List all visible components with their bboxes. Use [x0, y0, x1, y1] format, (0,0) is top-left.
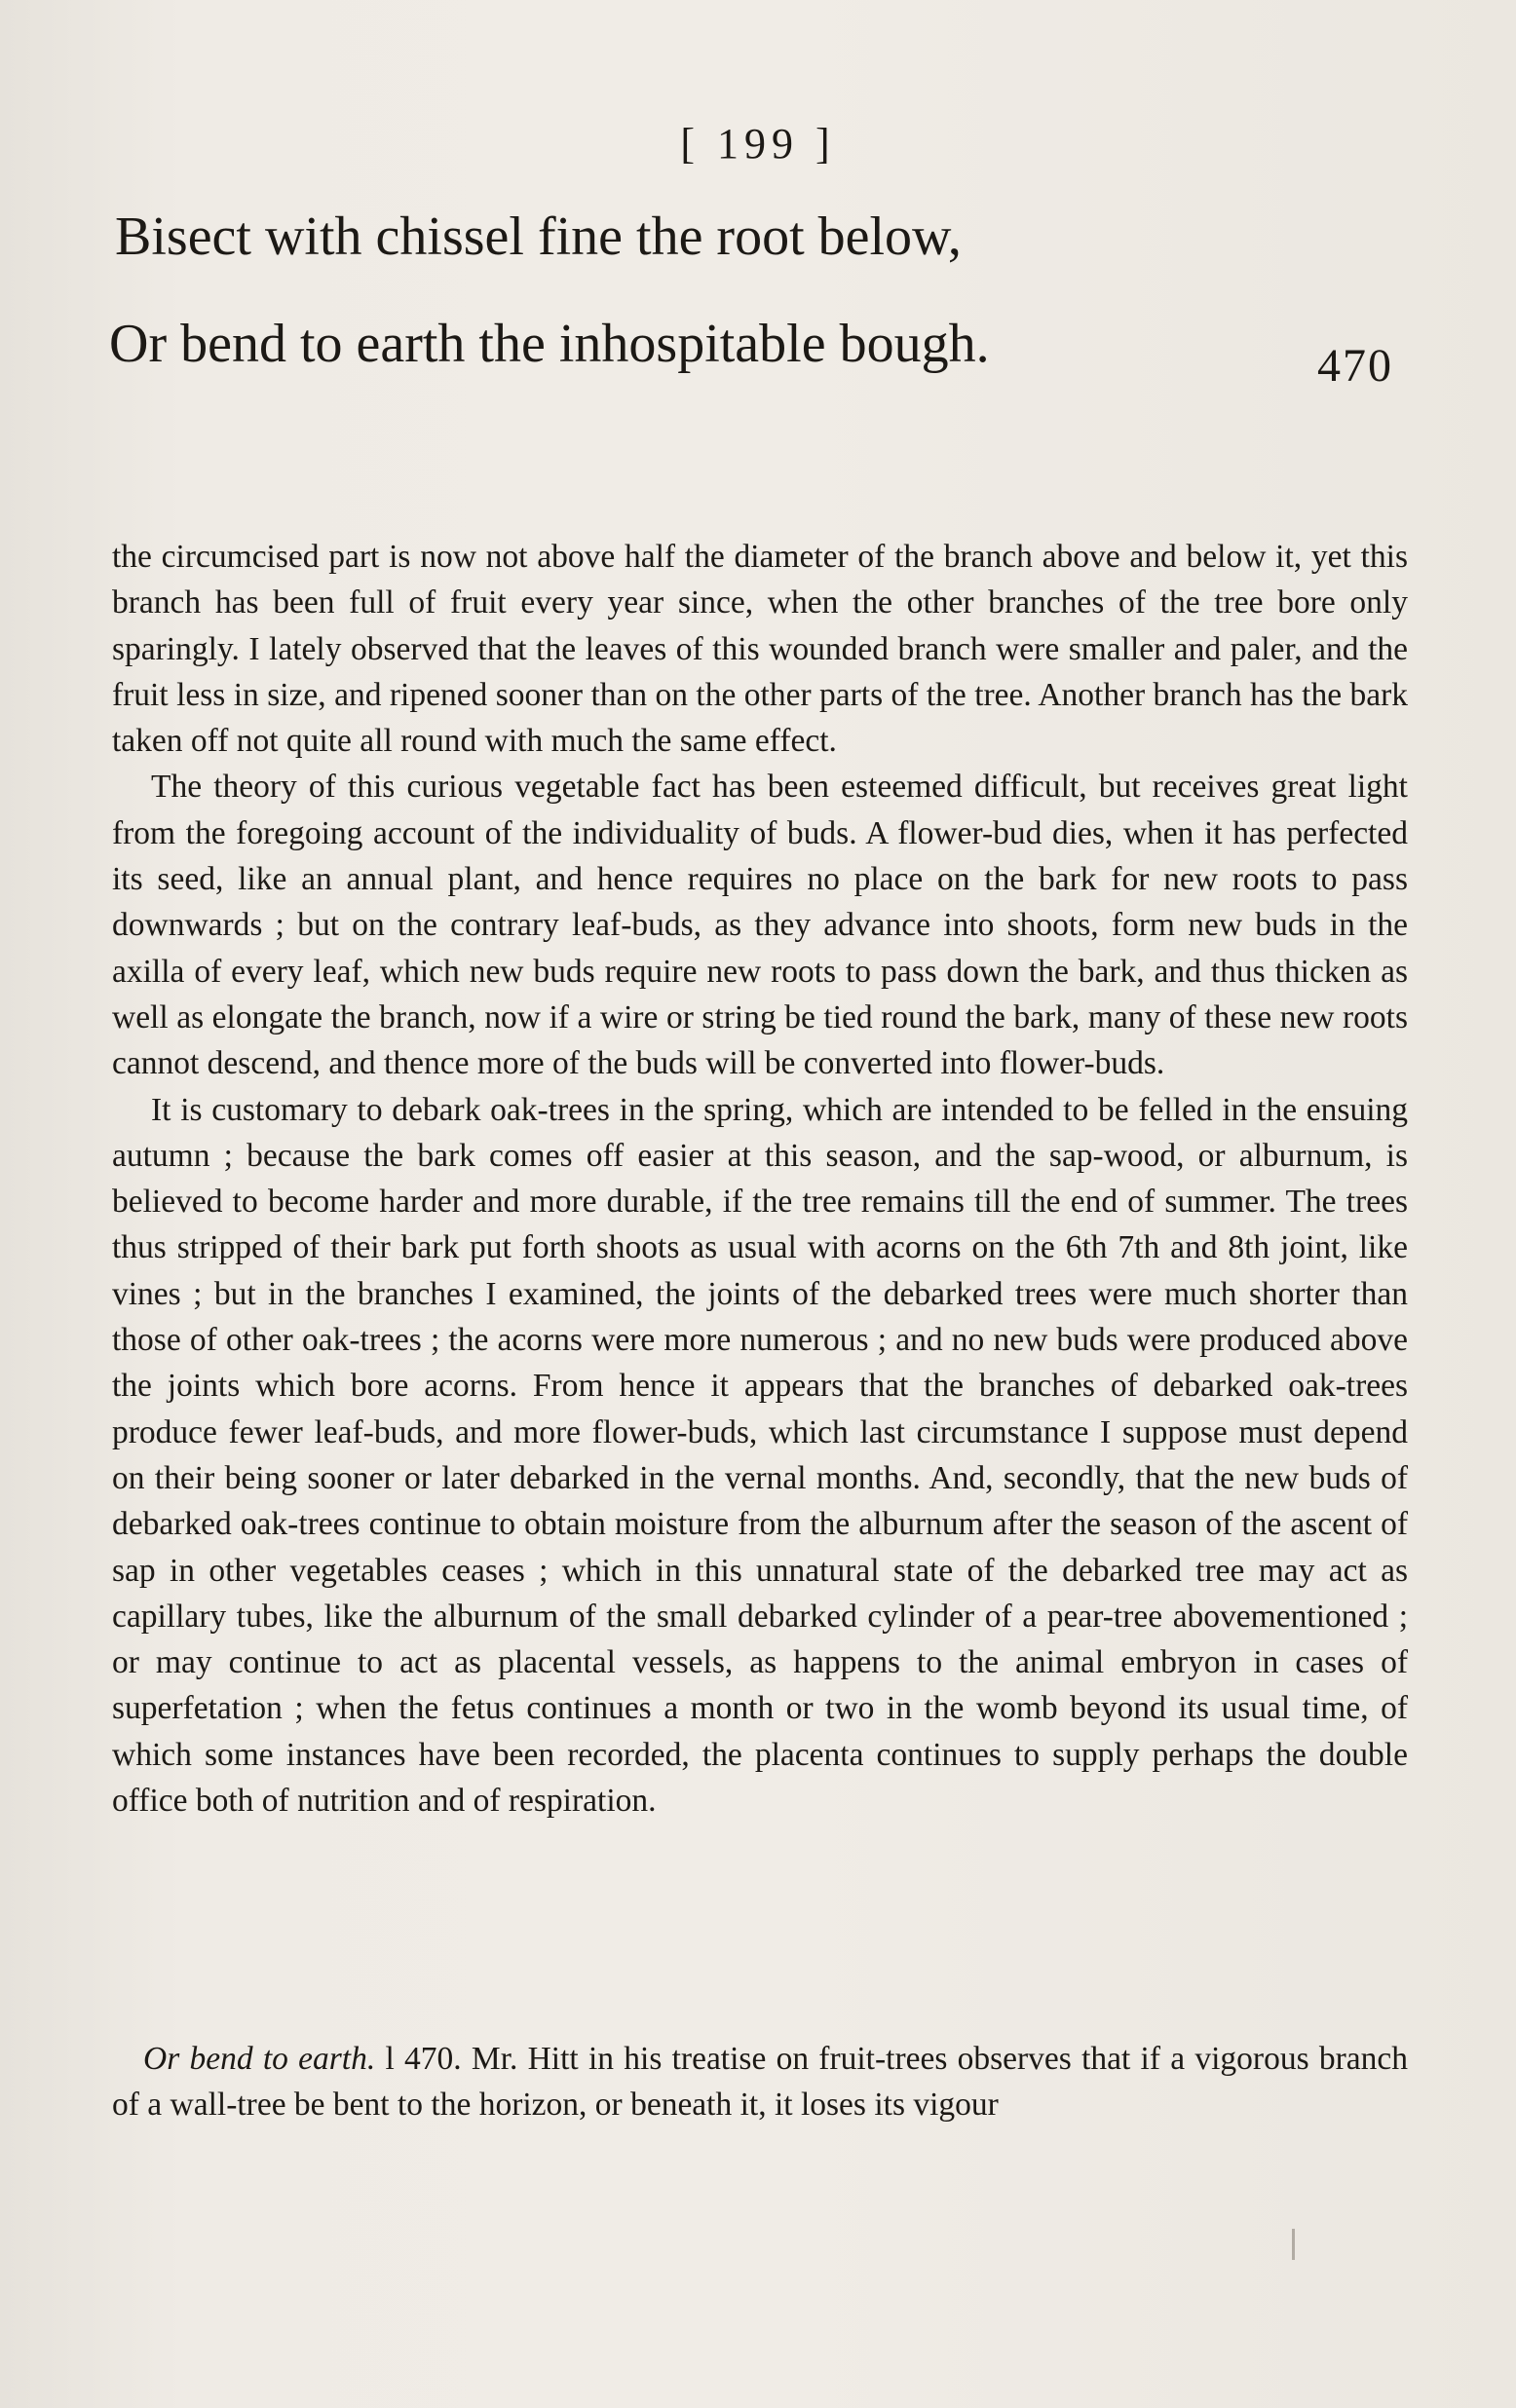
page-number: [ 199 ] — [680, 120, 836, 168]
verse-line-number: 470 — [1317, 340, 1393, 392]
footnote — [112, 2036, 1408, 2127]
paragraph-1: the circumcised part is now not above half the diameter of the branch above and below it, yet this branch has been full of fruit every year since, when the other branches of the tree bore only sparingly. I lately observed that the leaves of this wounded branch were smaller and paler, and the fruit less in size, and ripened sooner than on the other parts of the tree. Another branch has the bark taken off not quite all round with much the same effect. — [112, 539, 1408, 760]
paragraph-3: It is customary to debark oak-trees in the spring, which are intended to be felled in the ensuing autumn ; because the bark comes off easier at this season, and the sap-wood, or alburnum, is believed to become harder and more durable, if the tree remains till the end of summer. The trees thus stripped of their bark put forth shoots as usual with acorns on the 6th 7th and 8th joint, like vines ; but in the branches I examined, the joints of the debarked trees were much shorter than those of other oak-trees ; the acorns were more numerous ; and no new buds were produced above the joints which bore acorns. From hence it appears that the branches of debarked oak-trees produce fewer leaf-buds, and more flower-buds, which last circumstance I suppose must depend on their being sooner or later debarked in the vernal months. And, secondly, that the new buds of debarked oak-trees continue to obtain moisture from the alburnum after the season of the ascent of sap in other vegetables ceases ; which in this unnatural state of the debarked tree may act as capillary tubes, like the alburnum of the small debarked cylinder of a pear-tree abovementioned ; or may continue to act as placental vessels, as happens to the animal embryon in cases of superfetation ; when the fetus continues a month or two in the womb beyond its usual time, of which some instances have been recorded, the placenta continues to supply perhaps the double office both of nutrition and of respiration. — [112, 1091, 1408, 1820]
page-mark — [1292, 2229, 1295, 2260]
verse-line-2: Or bend to earth the inhospitable bough. — [109, 314, 990, 374]
footnote-reference: Or bend to earth. — [143, 2041, 376, 2077]
footnote-paragraph — [112, 2036, 1408, 2127]
footnote-text: Mr. Hitt in his treatise on fruit-trees observes that if a vigorous branch of a wall-tree be bent to the horizon, or beneath it, it loses its vigour — [112, 2041, 1409, 2123]
footnote-line-ref: l 470. — [385, 2041, 462, 2077]
commentary-body — [112, 534, 1408, 1824]
verse-line-1: Bisect with chissel fine the root below, — [115, 207, 962, 267]
paragraph-2: The theory of this curious vegetable fact has been esteemed difficult, but receives great light from the foregoing account of the individuality of buds. A flower-bud dies, when it has perfected its seed, like an annual plant, and hence requires no place on the bark for new roots to pass downwards ; but on the contrary leaf-buds, as they advance into shoots, form new buds in the axilla of every leaf, which new buds require new roots to pass down the bark, and thus thicken as well as elongate the branch, now if a wire or string be tied round the bark, many of these new roots cannot descend, and thence more of the buds will be converted into flower-buds. — [112, 769, 1408, 1082]
